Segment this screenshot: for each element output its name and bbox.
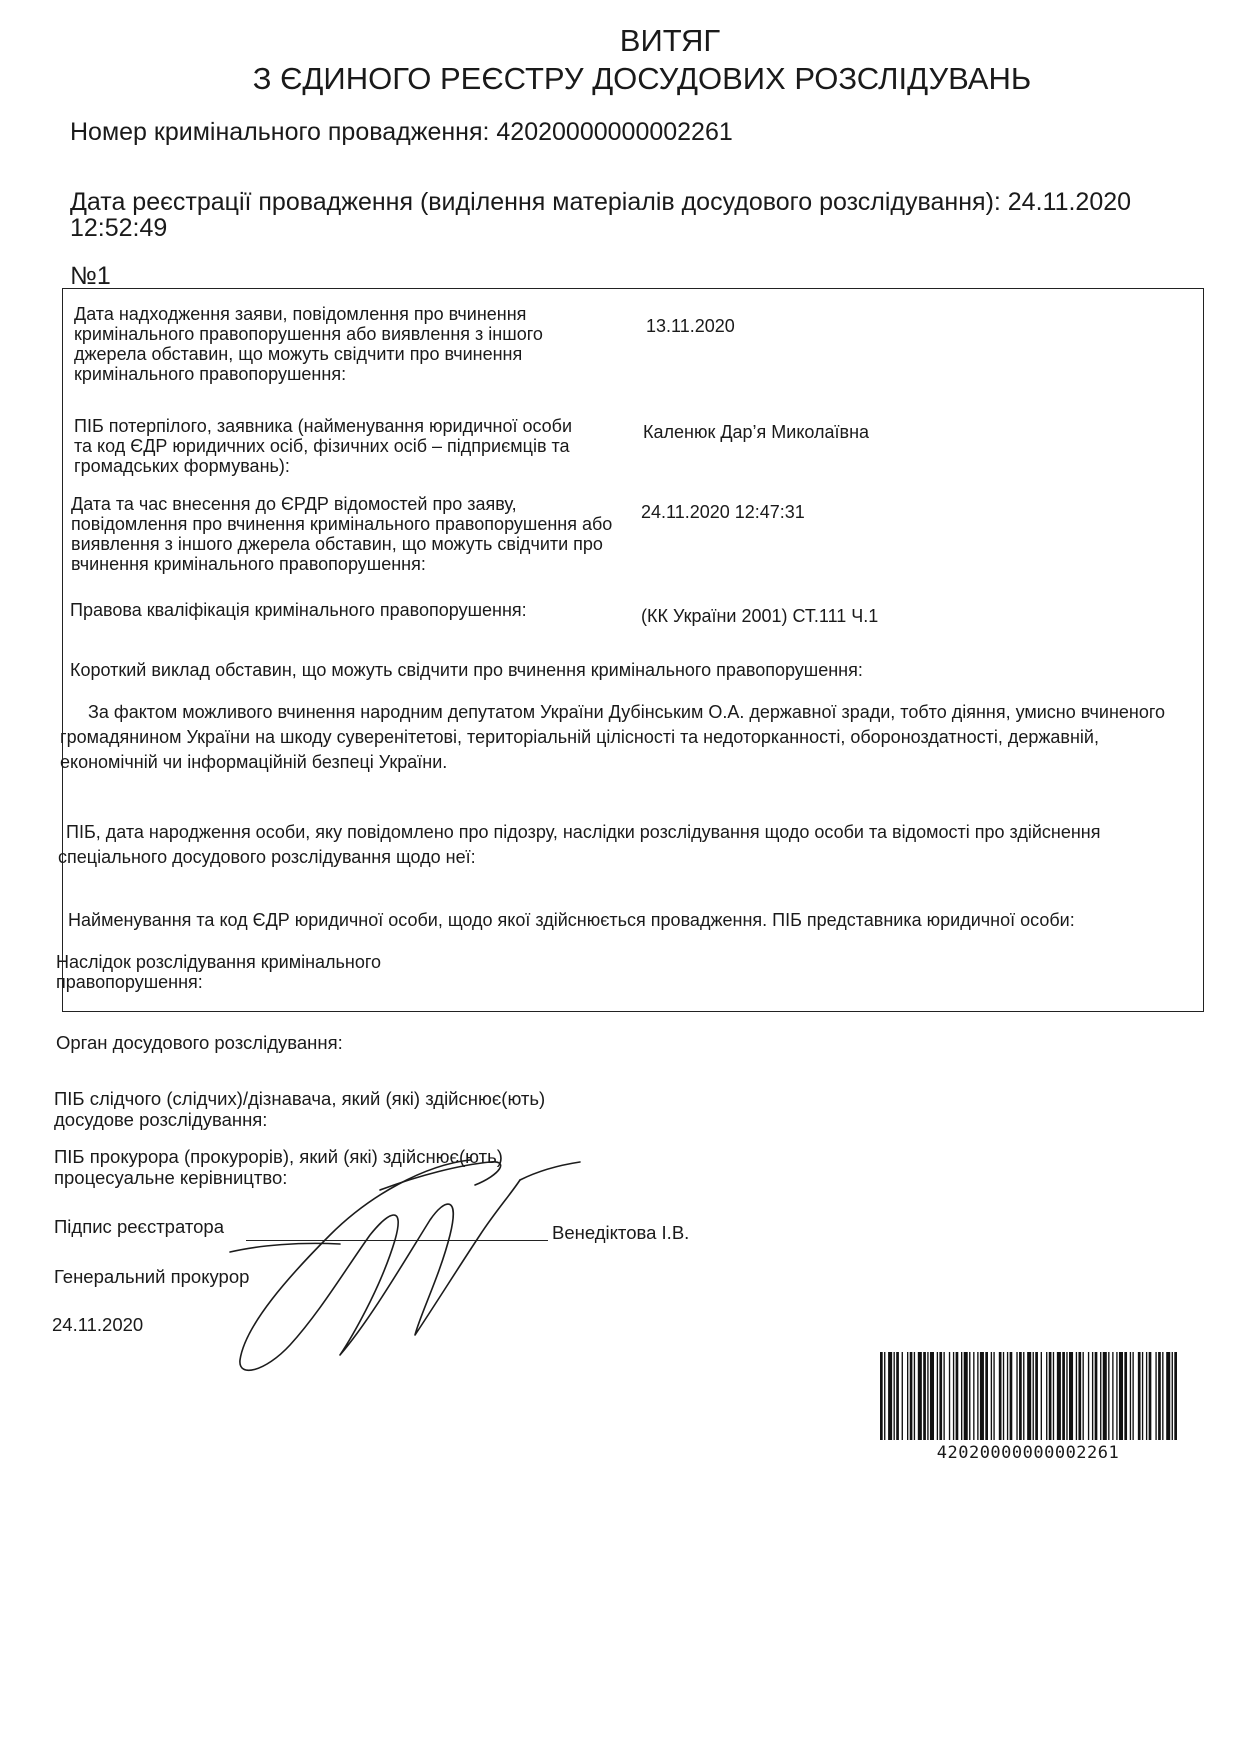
summary-label: Короткий виклад обставин, що можуть свідчити про вчинення кримінального правопорушення: bbox=[70, 660, 863, 680]
registration-time: 12:52:49 bbox=[70, 214, 168, 242]
received-label: Дата надходження заяви, повідомлення про вчинення кримінального правопорушення або виявлення з іншого джерела обставин, що можуть свідчити про вчинення кримінального правопорушення: bbox=[74, 304, 543, 384]
document-subtitle: З ЄДИНОГО РЕЄСТРУ ДОСУДОВИХ РОЗСЛІДУВАНЬ bbox=[252, 61, 1032, 96]
registrar-signature-label: Підпис реєстратора bbox=[54, 1216, 224, 1237]
entry-box bbox=[62, 288, 1204, 1012]
barcode-number: 42020000000002261 bbox=[936, 1443, 1120, 1463]
barcode-graphic bbox=[878, 1352, 1178, 1440]
victim-value: Каленюк Дар’я Миколаївна bbox=[643, 422, 870, 442]
document-title: ВИТЯГ bbox=[619, 23, 721, 58]
result-label: Наслідок розслідування кримінального правопорушення: bbox=[56, 952, 382, 992]
qualification-value: (КК України 2001) СТ.111 Ч.1 bbox=[641, 606, 879, 626]
suspect-info: ПІБ, дата народження особи, яку повідомлено про підозру, наслідки розслідування щодо особи та відомості про здійснення спеціального досудового розслідування щодо неї: bbox=[58, 822, 1101, 867]
position-label: Генеральний прокурор bbox=[54, 1266, 250, 1287]
qualification-label: Правова кваліфікація кримінального правопорушення: bbox=[70, 600, 527, 620]
legal-entity-label: Найменування та код ЄДР юридичної особи, щодо якої здійснюється провадження. ПІБ представника юридичної особи: bbox=[68, 910, 1075, 930]
registrar-name: Венедіктова І.В. bbox=[552, 1222, 690, 1243]
handwritten-signature bbox=[220, 1140, 640, 1380]
investigator-label: ПІБ слідчого (слідчих)/дізнавача, який (які) здійснює(ють) досудове розслідування: bbox=[54, 1088, 546, 1130]
summary-text: За фактом можливого вчинення народним депутатом України Дубінським О.А. державної зради, тобто діяння, умисно вчиненого громадянином України на шкоду суверенітетові, територіальній цілісності та недоторканності, обороноздатності, державній, економічній чи інформаційній безпеці України. bbox=[60, 702, 1166, 772]
prosecutor-label: ПІБ прокурора (прокурорів), який (які) здійснює(ють) процесуальне керівництво: bbox=[54, 1146, 503, 1188]
registration-date: Дата реєстрації провадження (виділення матеріалів досудового розслідування): 24.11.2020 bbox=[70, 188, 1132, 216]
entered-value: 24.11.2020 12:47:31 bbox=[641, 502, 805, 522]
case-number: Номер кримінального провадження: 42020000000002261 bbox=[70, 118, 733, 146]
victim-label: ПІБ потерпілого, заявника (найменування юридичної особи та код ЄДР юридичних осіб, фізичних осіб – підприємців та громадських формувань): bbox=[74, 416, 573, 476]
document-date: 24.11.2020 bbox=[52, 1314, 144, 1335]
entered-label: Дата та час внесення до ЄРДР відомостей про заяву, повідомлення про вчинення кримінального правопорушення або виявлення з іншого джерела обставин, що можуть свідчити про вчинення кримінального правопорушення: bbox=[71, 494, 613, 574]
entry-number: №1 bbox=[70, 262, 111, 290]
authority-label: Орган досудового розслідування: bbox=[56, 1032, 343, 1053]
received-value: 13.11.2020 bbox=[646, 316, 735, 336]
